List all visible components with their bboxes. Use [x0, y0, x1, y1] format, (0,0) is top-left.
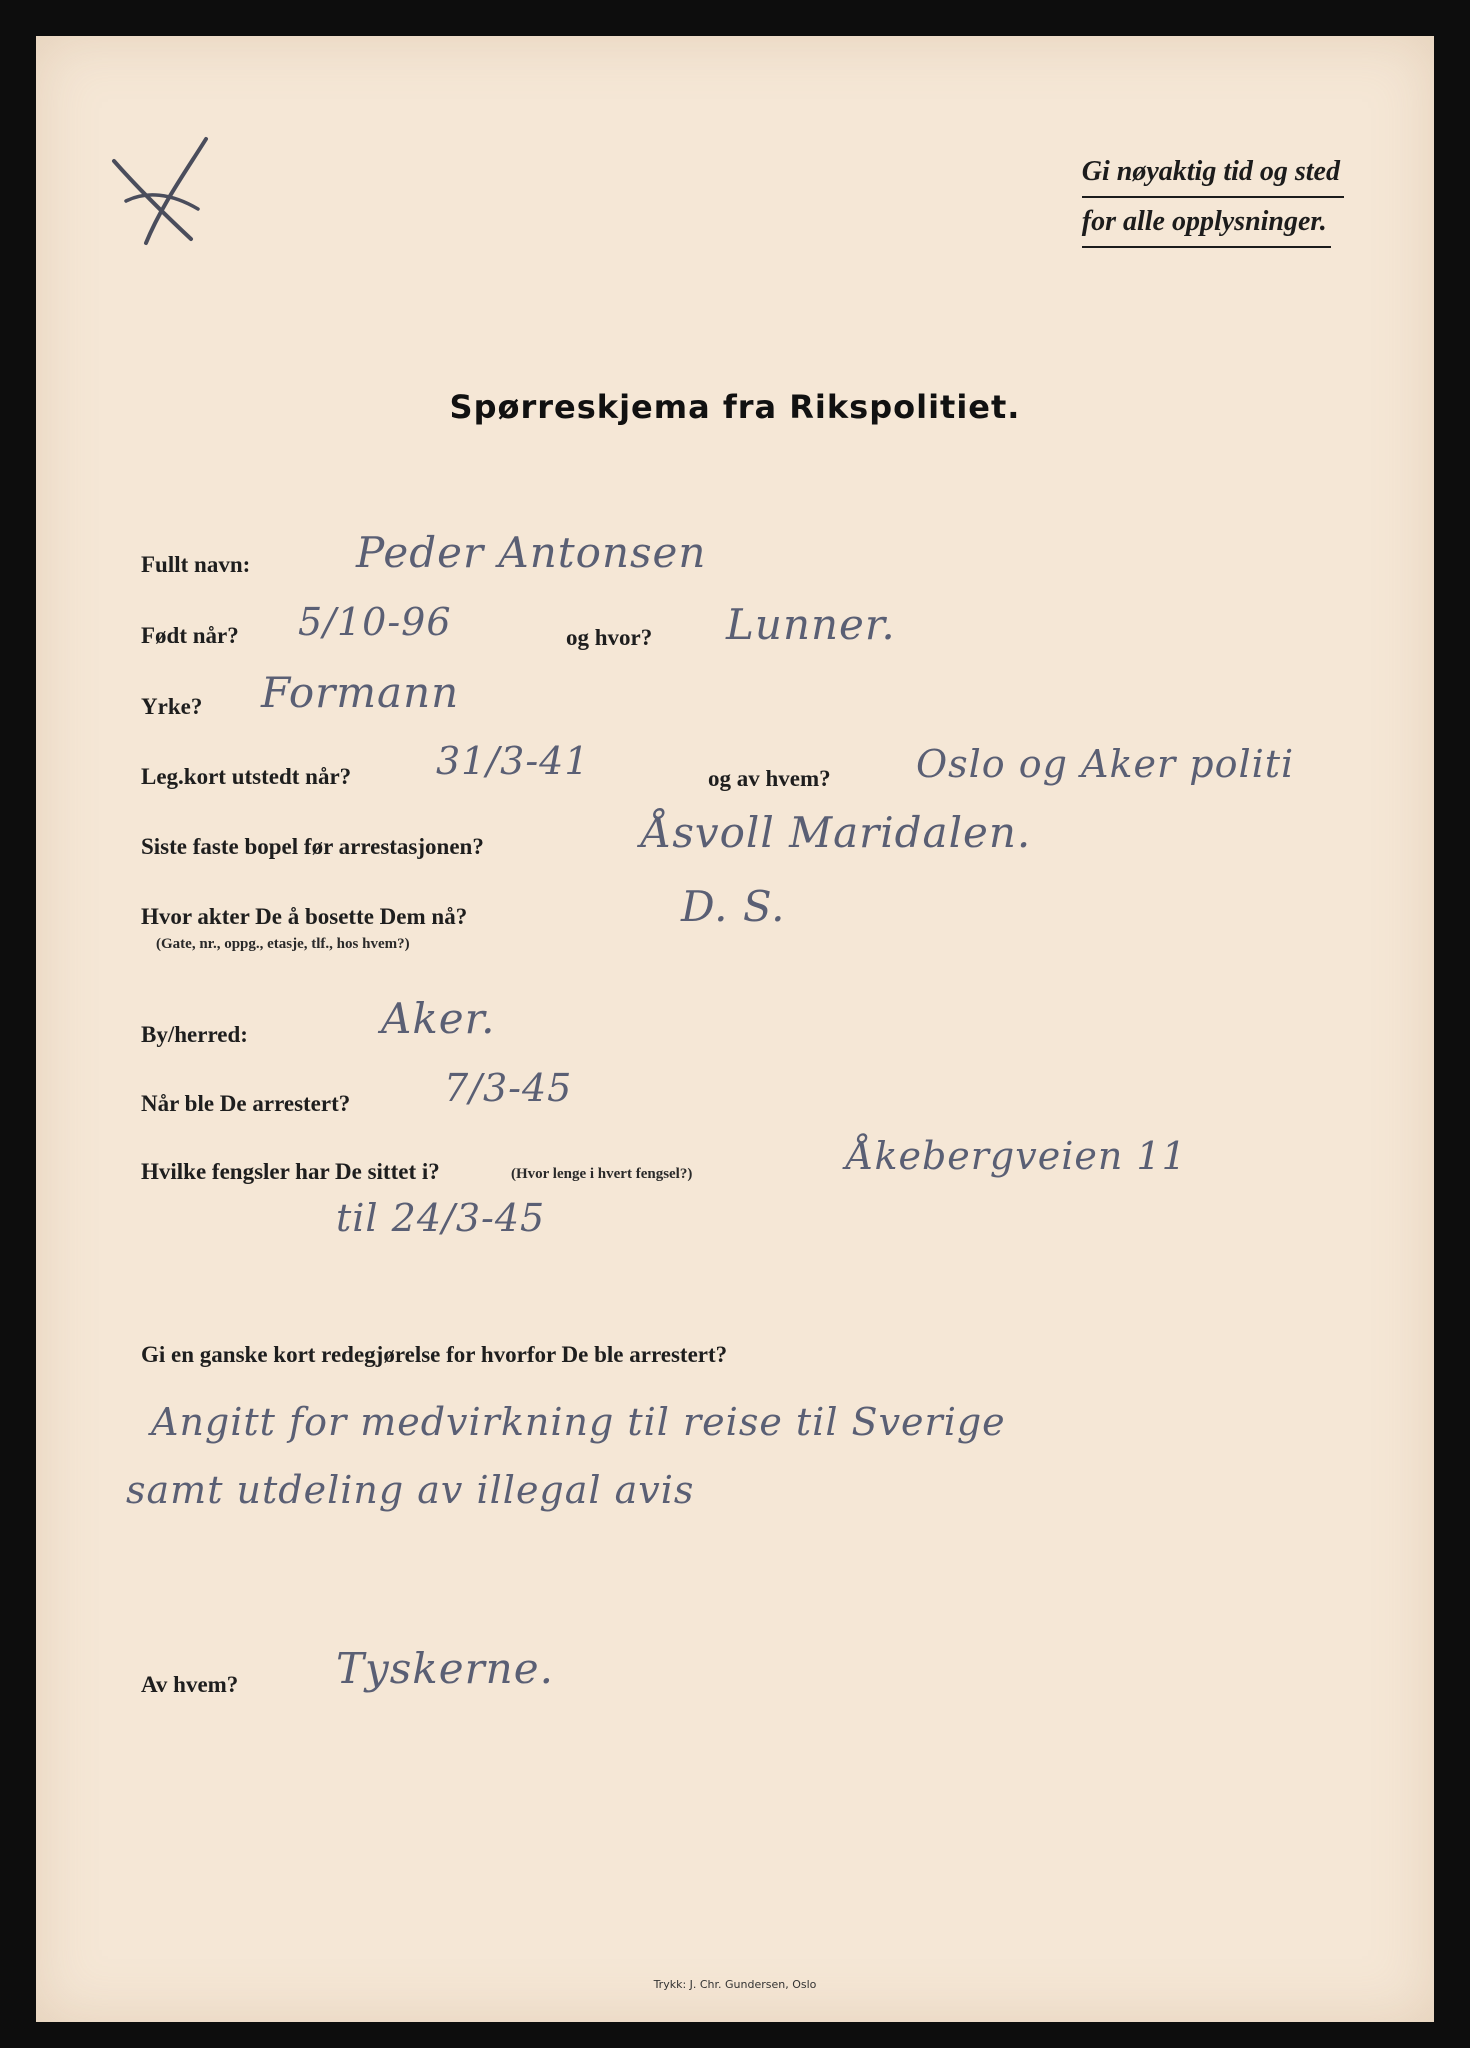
occupation-value: Formann	[261, 668, 460, 717]
reason-value-line-2: samt utdeling av illegal avis	[126, 1468, 695, 1512]
arrested-by-label: Av hvem?	[141, 1672, 239, 1697]
id-issued-when-value: 31/3-41	[436, 739, 590, 783]
printer-credit: Trykk: J. Chr. Gundersen, Oslo	[653, 1978, 817, 1991]
born-when-value: 5/10-96	[298, 600, 452, 644]
full-name-value: Peder Antonsen	[356, 528, 707, 577]
notice-line-2: for alle opplysninger.	[1082, 198, 1331, 248]
id-issued-by-label: og av hvem?	[708, 766, 831, 791]
municipality-value: Aker.	[381, 994, 496, 1043]
born-when-label: Født når?	[141, 623, 239, 648]
notice-line-1: Gi nøyaktig tid og sted	[1082, 148, 1344, 198]
arrested-when-value: 7/3-45	[444, 1066, 573, 1110]
form-title: Spørreskjema fra Rikspolitiet.	[449, 388, 1021, 426]
form-sheet	[36, 36, 1434, 2022]
arrested-by-value: Tyskerne.	[336, 1644, 554, 1693]
prisons-value-line-1: Åkebergveien 11	[846, 1134, 1187, 1178]
reason-value-line-1: Angitt for medvirkning til reise til Sverige	[151, 1400, 1006, 1444]
last-residence-value: Åsvoll Maridalen.	[641, 808, 1032, 857]
instruction-notice	[1082, 148, 1344, 248]
last-residence-label: Siste faste bopel før arrestasjonen?	[141, 834, 484, 859]
prisons-sublabel: (Hvor lenge i hvert fengsel?)	[511, 1166, 693, 1182]
full-name-label: Fullt navn:	[141, 552, 251, 577]
arrested-when-label: Når ble De arrestert?	[141, 1091, 351, 1116]
id-issued-when-label: Leg.kort utstedt når?	[141, 764, 352, 789]
prisons-label: Hvilke fengsler har De sittet i?	[141, 1159, 440, 1184]
handwritten-x-mark	[106, 131, 216, 251]
reason-label: Gi en ganske kort redegjørelse for hvorfor De ble arrestert?	[141, 1342, 728, 1367]
settle-where-sublabel: (Gate, nr., oppg., etasje, tlf., hos hvem?)	[156, 936, 410, 952]
municipality-label: By/herred:	[141, 1022, 248, 1047]
settle-where-label: Hvor akter De å bosette Dem nå?	[141, 904, 468, 929]
born-where-label: og hvor?	[566, 625, 653, 650]
settle-where-value: D. S.	[681, 882, 786, 931]
prisons-value-line-2: til 24/3-45	[336, 1196, 546, 1240]
occupation-label: Yrke?	[141, 694, 203, 719]
id-issued-by-value: Oslo og Aker politi	[916, 742, 1295, 786]
born-where-value: Lunner.	[726, 600, 896, 649]
